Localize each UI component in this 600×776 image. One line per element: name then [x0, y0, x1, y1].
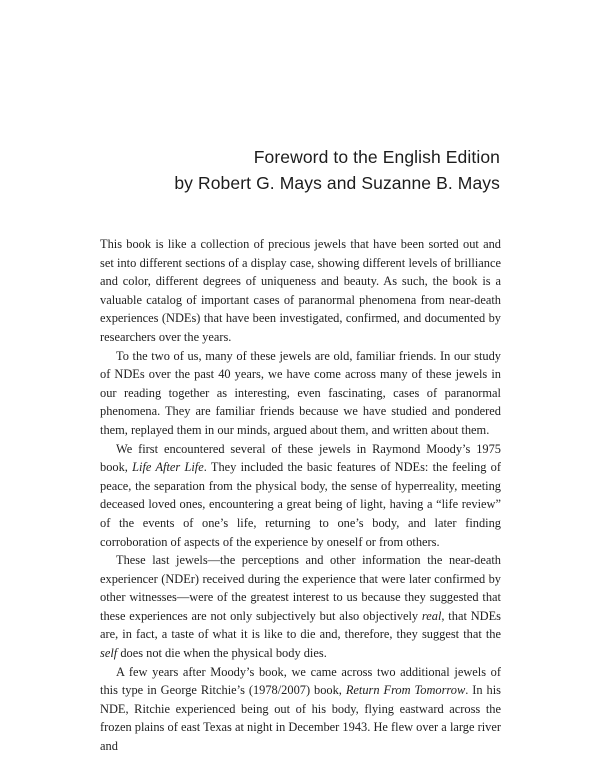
paragraph-1: [100, 235, 501, 347]
text-run: This book is like a collection of precious jewels that have been sorted out and set into different sections of a display case, showing different levels of brilliance and color, different degrees of uniqueness and beauty. As such, the book is a valuable catalog of important cases of paranormal phenomena from near-death experiences (NDEs) that have been investigated, confirmed, and documented by researchers over the years.: [100, 237, 501, 344]
foreword-heading: [174, 144, 500, 196]
foreword-title: Foreword to the English Edition: [253, 147, 500, 167]
emphasis-self: self: [100, 646, 118, 661]
paragraph-4: [100, 551, 501, 663]
book-title-return-from-tomorrow: Return From Tomorrow: [345, 683, 466, 698]
text-run: does not die when the physical body dies.: [117, 646, 327, 661]
foreword-authors: by Robert G. Mays and Suzanne B. Mays: [174, 173, 500, 193]
paragraph-3: [100, 440, 501, 552]
paragraph-5: [100, 663, 501, 756]
paragraph-2: [100, 347, 501, 440]
book-title-life-after-life: Life After Life: [132, 460, 204, 475]
text-run: , that NDEs are, in fact, a taste of what it is like to die and, therefore, they suggest that the: [100, 608, 501, 642]
emphasis-real: real: [421, 608, 442, 623]
text-run: . In his NDE, Ritchie experienced being out of his body, flying eastward across the frozen plains of east Texas at night in December 1943. He flew over a large river and: [100, 683, 501, 754]
text-run: . They included the basic features of NDEs: the feeling of peace, the separation from the physical body, the sense of hyperreality, meeting deceased loved ones, encountering a great being of light, having a “life review” of the events of one’s life, returning to one’s body, and later finding corroboration of aspects of the experience by oneself or from others.: [100, 460, 501, 549]
text-run: These last jewels—the perceptions and other information the near-death experiencer (NDEr) received during the experience that were later confirmed by other witnesses—were of the greatest interest to us because they suggested that these experiences are not only subjectively but also objectively: [100, 553, 501, 623]
text-run: A few years after Moody’s book, we came across two additional jewels of this type in George Ritchie’s (1978/2007) book,: [100, 664, 501, 698]
text-run: To the two of us, many of these jewels are old, familiar friends. In our study of NDEs over the past 40 years, we have come across many of these jewels in our reading together as interesting, even fascinating, cases of paranormal phenomena. They are familiar friends because we have studied and pondered them, replayed them in our minds, argued about them, and written about them.: [100, 348, 501, 437]
foreword-body: [100, 235, 501, 756]
text-run: We first encountered several of these jewels in Raymond Moody’s 1975 book,: [100, 441, 501, 475]
